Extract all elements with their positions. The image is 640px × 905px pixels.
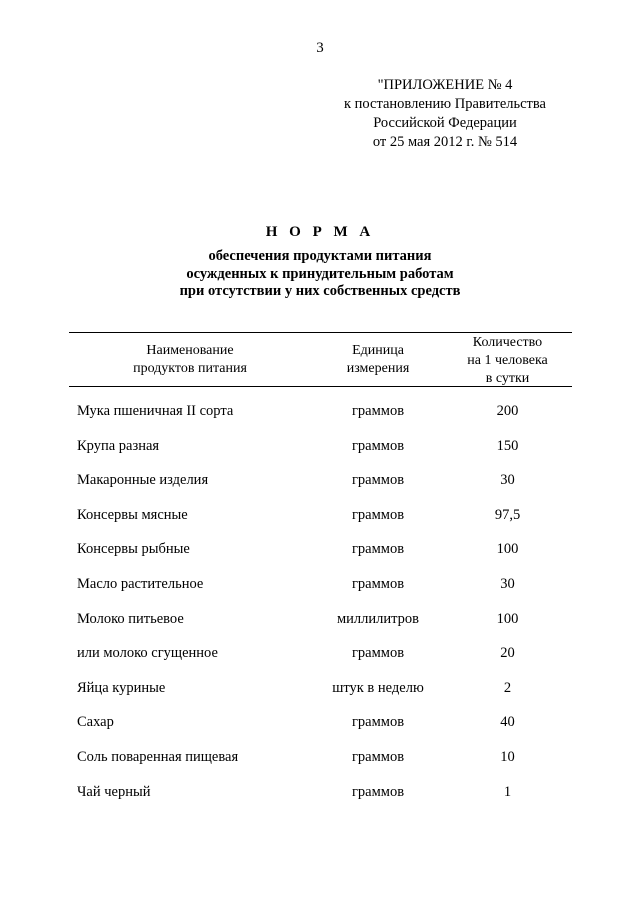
unit: граммов	[351, 575, 405, 592]
table-row	[0, 680, 640, 715]
product-name: или молоко сгущенное	[77, 645, 218, 662]
unit: граммов	[351, 506, 405, 523]
product-name: Масло растительное	[77, 575, 204, 592]
table-top-rule	[69, 332, 572, 333]
product-name: Молоко питьевое	[77, 610, 184, 627]
quantity: 1	[503, 783, 512, 800]
unit: граммов	[351, 541, 405, 558]
document-subtitle	[0, 248, 640, 301]
product-name: Сахар	[77, 714, 114, 731]
appendix-authority: Российской Федерации	[373, 115, 517, 131]
header-quantity	[445, 334, 570, 388]
header-line: Единица	[352, 343, 404, 358]
header-line: продуктов питания	[133, 361, 247, 376]
quantity: 10	[500, 748, 515, 765]
header-line: в сутки	[485, 371, 530, 386]
table-header-rule	[69, 386, 572, 387]
table-row	[0, 645, 640, 680]
appendix-date: от 25 мая 2012 г. № 514	[372, 134, 518, 150]
product-name: Чай черный	[77, 783, 151, 800]
quantity: 150	[496, 437, 519, 454]
product-name: Консервы мясные	[77, 506, 188, 523]
quantity: 30	[500, 472, 515, 489]
table-row	[0, 784, 640, 819]
appendix-title: "ПРИЛОЖЕНИЕ № 4	[377, 77, 513, 93]
table-row	[0, 507, 640, 542]
unit: граммов	[351, 783, 405, 800]
unit: граммов	[351, 748, 405, 765]
header-unit	[318, 342, 438, 378]
quantity: 30	[500, 575, 515, 592]
product-name: Крупа разная	[77, 437, 160, 454]
quantity: 20	[500, 645, 515, 662]
unit: граммов	[351, 645, 405, 662]
product-name: Мука пшеничная II сорта	[77, 403, 234, 419]
appendix-reference: к постановлению Правительства	[344, 96, 546, 112]
table-row	[0, 541, 640, 576]
unit: граммов	[351, 714, 405, 731]
subtitle-line: при отсутствии у них собственных средств	[179, 283, 461, 299]
table-row	[0, 714, 640, 749]
subtitle-line: обеспечения продуктами питания	[208, 248, 432, 264]
table-row	[0, 749, 640, 784]
appendix-block	[340, 76, 550, 152]
header-line: на 1 человека	[467, 353, 548, 368]
page-number: 3	[316, 40, 324, 56]
quantity: 2	[503, 679, 512, 696]
table-row	[0, 472, 640, 507]
quantity: 200	[496, 403, 519, 419]
table-row	[0, 611, 640, 646]
product-name: Яйца куриные	[77, 679, 166, 696]
header-line: измерения	[346, 361, 410, 376]
unit: граммов	[351, 437, 405, 454]
product-name: Макаронные изделия	[77, 472, 209, 489]
quantity: 40	[500, 714, 515, 731]
unit: граммов	[351, 472, 405, 489]
document-title: Н О Р М А	[265, 224, 375, 240]
product-name: Соль поваренная пищевая	[77, 748, 239, 765]
table-row	[0, 438, 640, 473]
unit: штук в неделю	[332, 679, 424, 696]
quantity: 97,5	[494, 506, 521, 523]
header-line: Наименование	[146, 343, 234, 358]
quantity: 100	[496, 610, 519, 627]
unit: граммов	[351, 403, 405, 419]
table-body	[0, 403, 640, 818]
product-name: Консервы рыбные	[77, 541, 190, 558]
header-product-name	[95, 342, 285, 378]
unit: миллилитров	[336, 610, 420, 627]
table-row	[0, 403, 640, 438]
header-line: Количество	[472, 335, 543, 350]
table-row	[0, 576, 640, 611]
subtitle-line: осужденных к принудительным работам	[186, 265, 454, 282]
quantity: 100	[496, 541, 519, 558]
